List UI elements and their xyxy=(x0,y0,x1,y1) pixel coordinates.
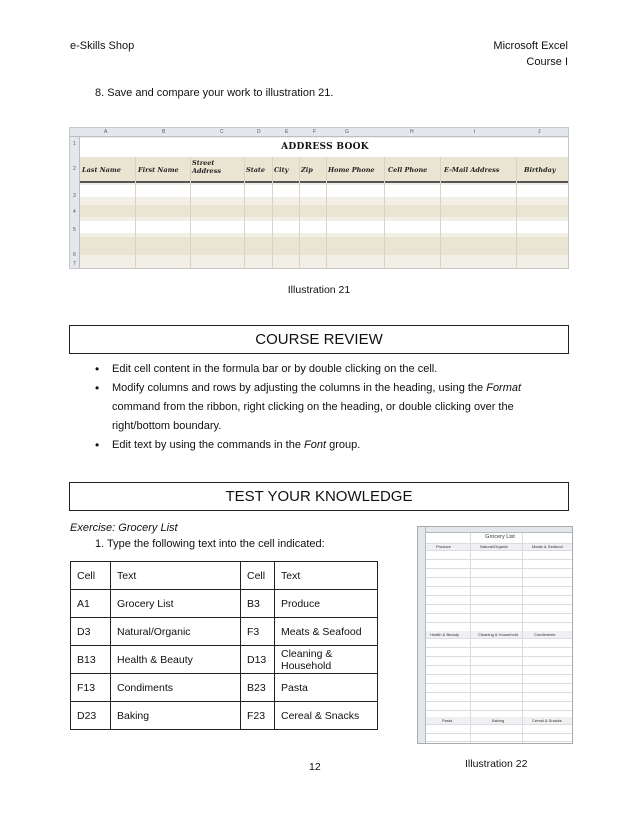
table-cell: Cereal & Snacks xyxy=(275,702,378,730)
course-review-heading: COURSE REVIEW xyxy=(69,325,569,354)
table-cell: D3 xyxy=(71,618,111,646)
category-label: Health & Beauty xyxy=(430,632,459,637)
data-row-band xyxy=(80,221,569,233)
grid-line xyxy=(244,157,245,269)
address-book-title: ADDRESS BOOK xyxy=(80,138,569,157)
heading-email-address: E-Mail Address xyxy=(444,166,500,174)
grid-line xyxy=(426,741,573,742)
bullet-text-italic: Font xyxy=(304,439,327,451)
category-label: Natural/Organic xyxy=(480,544,509,549)
address-book-headings xyxy=(80,157,569,183)
exercise-title: Exercise: Grocery List xyxy=(70,522,178,534)
illustration-21-spreadsheet xyxy=(69,127,569,269)
table-cell: Grocery List xyxy=(111,590,241,618)
category-label: Meats & Seafood xyxy=(532,544,563,549)
grid-line xyxy=(426,710,573,711)
table-cell: D23 xyxy=(71,702,111,730)
row-label: 3 xyxy=(73,193,76,199)
grid-line xyxy=(426,724,573,725)
grid-line xyxy=(426,733,573,734)
col-label: J xyxy=(538,129,541,135)
table-row xyxy=(71,702,378,730)
heading-cell-phone: Cell Phone xyxy=(388,166,428,174)
step-8-instruction: 8. Save and compare your work to illustration 21. xyxy=(95,87,334,99)
heading-first-name: First Name xyxy=(138,166,179,174)
col-label: C xyxy=(220,129,224,135)
course-review-list xyxy=(95,360,555,455)
heading-city: City xyxy=(274,166,289,174)
grid-line xyxy=(426,586,573,587)
table-header: Cell xyxy=(241,562,275,590)
grid-line xyxy=(440,157,441,269)
table-header: Text xyxy=(275,562,378,590)
grid-line xyxy=(190,157,191,269)
data-row-band xyxy=(80,237,569,255)
table-row xyxy=(71,590,378,618)
grocery-list-title: Grocery List xyxy=(485,534,515,540)
row-label: 1 xyxy=(73,141,76,147)
row-label: 7 xyxy=(73,261,76,267)
category-label: Produce xyxy=(436,544,451,549)
illustration-21-caption: Illustration 21 xyxy=(287,284,351,296)
grid-line xyxy=(426,568,573,569)
bullet-text: Modify columns and rows by adjusting the columns in the heading, using the xyxy=(112,382,487,394)
row-label: 6 xyxy=(73,252,76,258)
grid-line xyxy=(426,622,573,623)
col-label: G xyxy=(345,129,349,135)
col-label: I xyxy=(474,129,476,135)
grid-line xyxy=(326,157,327,269)
grid-line xyxy=(426,647,573,648)
grid-line xyxy=(426,638,573,639)
table-cell: B3 xyxy=(241,590,275,618)
header-right-title: Microsoft Excel xyxy=(493,40,568,52)
grid-line xyxy=(426,550,573,551)
table-cell: F13 xyxy=(71,674,111,702)
grid-line xyxy=(426,683,573,684)
grid-line xyxy=(426,613,573,614)
table-header: Text xyxy=(111,562,241,590)
category-label: Condiments xyxy=(534,632,556,637)
col-label: B xyxy=(162,129,166,135)
row-label: 2 xyxy=(73,166,76,172)
review-bullet xyxy=(95,436,555,455)
row-label: 5 xyxy=(73,227,76,233)
table-cell: B13 xyxy=(71,646,111,674)
category-label: Baking xyxy=(492,718,505,723)
table-cell: B23 xyxy=(241,674,275,702)
table-cell: D13 xyxy=(241,646,275,674)
grid-line xyxy=(426,692,573,693)
test-knowledge-heading: TEST YOUR KNOWLEDGE xyxy=(69,482,569,511)
grid-line xyxy=(426,656,573,657)
table-cell: Cleaning & Household xyxy=(275,646,378,674)
grid-line xyxy=(426,559,573,560)
row-label: 4 xyxy=(73,209,76,215)
row-header-bar xyxy=(70,137,80,269)
col-label: D xyxy=(257,129,261,135)
grid-line xyxy=(426,604,573,605)
table-row xyxy=(71,618,378,646)
table-row xyxy=(71,646,378,674)
step-1-instruction: 1. Type the following text into the cell indicated: xyxy=(95,538,325,550)
illustration-22-caption: Illustration 22 xyxy=(465,758,528,770)
col-label: F xyxy=(313,129,317,135)
table-cell: Produce xyxy=(275,590,378,618)
header-right-course: Course I xyxy=(526,56,568,68)
table-cell: Baking xyxy=(111,702,241,730)
grid-line xyxy=(426,543,573,544)
table-cell: F23 xyxy=(241,702,275,730)
table-header-row xyxy=(71,562,378,590)
row-header-bar xyxy=(418,527,426,743)
table-cell: Meats & Seafood xyxy=(275,618,378,646)
column-header-bar xyxy=(70,128,568,137)
grid-line xyxy=(135,157,136,269)
grid-line xyxy=(426,577,573,578)
illustration-22-spreadsheet xyxy=(417,526,573,744)
column-header-bar xyxy=(418,527,572,533)
review-bullet xyxy=(95,360,555,379)
col-label: H xyxy=(410,129,414,135)
data-row-band xyxy=(80,205,569,217)
data-row-band xyxy=(80,185,569,197)
grid-line xyxy=(299,157,300,269)
category-label: Pasta xyxy=(442,718,453,723)
heading-zip: Zip xyxy=(301,166,313,174)
category-label: Cleaning & Household xyxy=(478,632,518,637)
table-cell: Condiments xyxy=(111,674,241,702)
grid-line xyxy=(426,701,573,702)
col-label: E xyxy=(285,129,289,135)
review-bullet xyxy=(95,379,555,436)
grid-line xyxy=(426,595,573,596)
grid-line xyxy=(426,665,573,666)
bullet-text: command from the ribbon, right clicking on the heading, or double clicking over the right/bottom boundary. xyxy=(112,401,514,432)
bullet-text: group. xyxy=(326,439,361,451)
page-number: 12 xyxy=(309,761,321,773)
category-label: Cereal & Snacks xyxy=(532,718,562,723)
grocery-cell-table xyxy=(70,561,378,730)
grid-line xyxy=(384,157,385,269)
table-row xyxy=(71,674,378,702)
col-label: A xyxy=(104,129,108,135)
grid-line xyxy=(516,157,517,269)
heading-street-address: Street Address xyxy=(192,159,222,175)
bullet-text: Edit cell content in the formula bar or by double clicking on the cell. xyxy=(112,363,438,375)
bullet-text-italic: Format xyxy=(486,382,522,394)
grid-line xyxy=(272,157,273,269)
table-cell: F3 xyxy=(241,618,275,646)
bullet-text: Edit text by using the commands in the xyxy=(112,439,304,451)
table-cell: A1 xyxy=(71,590,111,618)
heading-birthday: Birthday xyxy=(524,166,556,174)
table-cell: Pasta xyxy=(275,674,378,702)
header-left: e-Skills Shop xyxy=(70,40,135,52)
heading-state: State xyxy=(246,166,266,174)
grid-line xyxy=(426,674,573,675)
table-header: Cell xyxy=(71,562,111,590)
heading-home-phone: Home Phone xyxy=(328,166,375,174)
heading-last-name: Last Name xyxy=(82,166,121,174)
table-cell: Health & Beauty xyxy=(111,646,241,674)
table-cell: Natural/Organic xyxy=(111,618,241,646)
